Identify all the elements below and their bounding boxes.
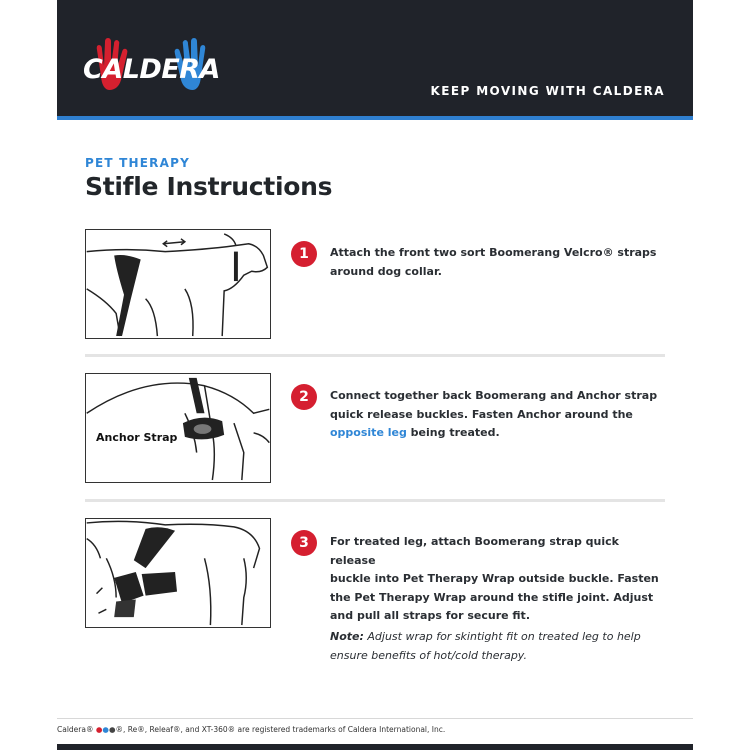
note-line-1 (330, 628, 660, 647)
footer-bar (57, 744, 693, 750)
step-1-text (330, 244, 660, 281)
page-title: Stifle Instructions (85, 172, 333, 201)
instruction-sheet (57, 0, 693, 750)
note-text: Adjust wrap for skintight fit on treated leg to help (363, 630, 641, 643)
caldera-logo (83, 36, 253, 100)
dog-collar-straps-icon (86, 230, 270, 338)
logo-wordmark: CALDERA (83, 54, 220, 85)
divider (85, 499, 665, 502)
step-3-text (330, 533, 660, 626)
section-eyebrow: PET THERAPY (85, 156, 190, 170)
step-3-line-1: For treated leg, attach Boomerang strap quick release (330, 535, 619, 567)
anchor-strap-label: Anchor Strap (96, 431, 178, 444)
step-2-line-2: quick release buckles. Fasten Anchor around the (330, 407, 633, 421)
step-3-line-2: buckle into Pet Therapy Wrap outside buckle. Fasten (330, 572, 659, 585)
step-2-illustration (85, 373, 271, 483)
step-2-text (330, 387, 660, 443)
header-banner (57, 0, 693, 116)
footer-suffix: ®, Re®, Releaf®, and XT-360® are registered trademarks of Caldera International, Inc. (115, 725, 446, 734)
footer-divider (57, 718, 693, 719)
note-line-2: ensure benefits of hot/cold therapy. (330, 648, 527, 662)
note-label: Note: (330, 630, 364, 643)
stifle-wrap-icon (86, 519, 270, 627)
step-3-badge: 3 (291, 530, 317, 556)
step-1-line-1: Attach the front two sort Boomerang Velcro® straps (330, 246, 657, 259)
step-3-line-4: and pull all straps for secure fit. (330, 609, 530, 622)
step-3-line-3: the Pet Therapy Wrap around the stifle joint. Adjust (330, 590, 654, 604)
tagline: KEEP MOVING WITH CALDERA (430, 84, 665, 98)
footer-prefix: Caldera® (57, 725, 94, 734)
footer-trademark (57, 725, 445, 734)
step-1-illustration (85, 229, 271, 339)
header-accent-stripe (57, 116, 693, 120)
step-2-badge: 2 (291, 384, 317, 410)
anchor-strap-icon (86, 374, 270, 482)
step-2-after-link: being treated. (406, 426, 500, 439)
color-dots-icon: ●●● (95, 725, 116, 734)
step-2-line-3 (330, 424, 660, 443)
step-3-illustration (85, 518, 271, 628)
divider (85, 354, 665, 357)
opposite-leg-link[interactable]: opposite leg (330, 426, 407, 439)
step-2-line-1: Connect together back Boomerang and Anchor strap (330, 389, 658, 402)
step-1-badge: 1 (291, 241, 317, 267)
note (330, 628, 660, 665)
step-1-line-2: around dog collar. (330, 264, 442, 278)
